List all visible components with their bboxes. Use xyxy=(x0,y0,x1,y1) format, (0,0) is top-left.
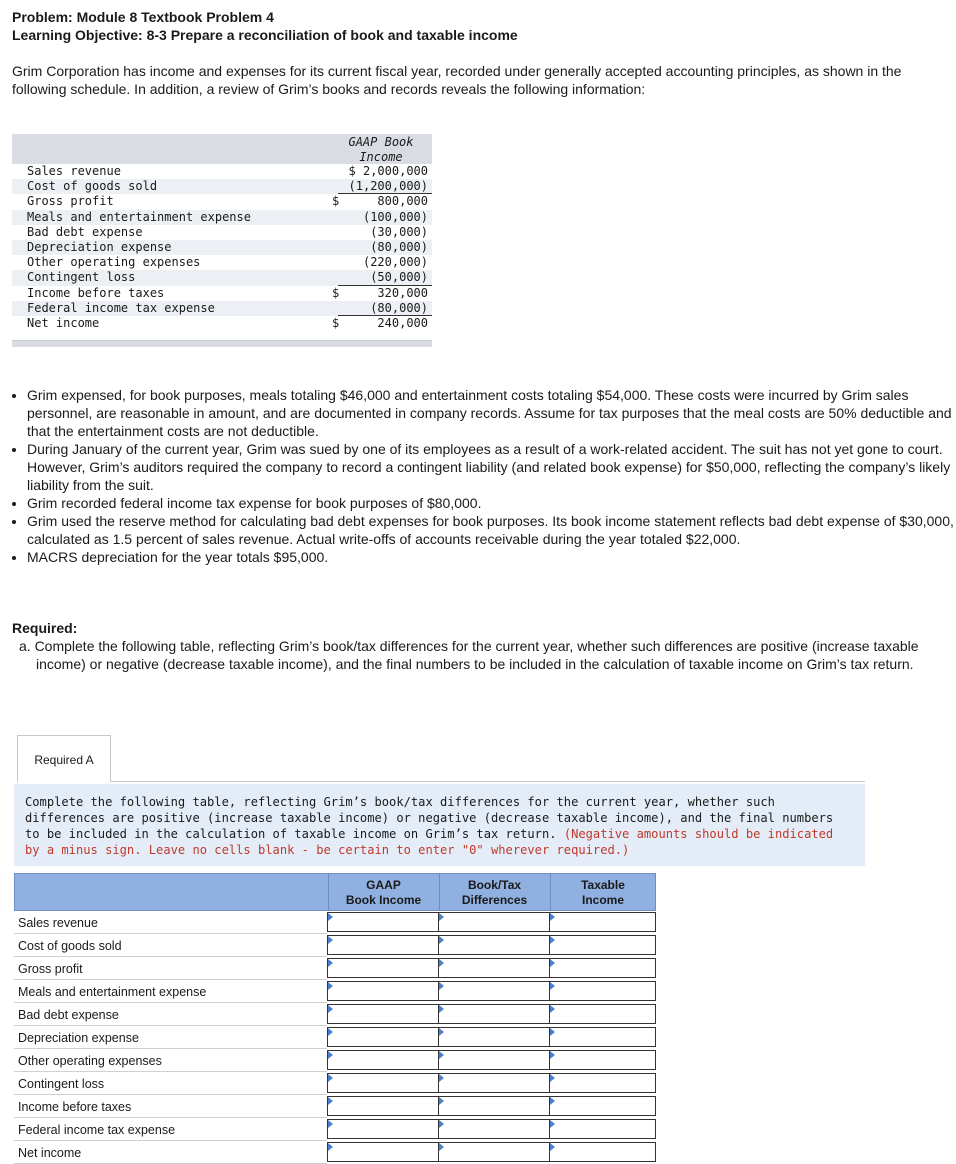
fact-item: • MACRS depreciation for the year totals $95,000. xyxy=(27,548,956,566)
fact-item: • During January of the current year, Grim was sued by one of its employees as a result of a work-related accident. The suit has not yet gone to court. However, Grim’s auditors required the company to record a contingent liability (and related book expense) for $50,000, reflecting the company’s likely liability from the suit. xyxy=(27,440,956,494)
gaap-input[interactable] xyxy=(327,1073,439,1093)
difference-input[interactable] xyxy=(438,912,550,932)
gaap-input[interactable] xyxy=(327,935,439,955)
schedule-row-dollar: $ xyxy=(332,194,340,209)
cell-marker-icon xyxy=(439,1097,444,1105)
difference-input[interactable] xyxy=(438,1027,550,1047)
instruction-box xyxy=(14,784,865,866)
fact-item: • Grim recorded federal income tax expense for book purposes of $80,000. xyxy=(27,494,956,512)
cell-marker-icon xyxy=(550,1097,555,1105)
taxable-input[interactable] xyxy=(549,958,656,978)
schedule-row-value: (220,000) xyxy=(362,255,428,270)
answer-row-label: Contingent loss xyxy=(18,1077,105,1091)
answer-row-label: Sales revenue xyxy=(18,916,98,930)
cell-marker-icon xyxy=(439,936,444,944)
difference-input[interactable] xyxy=(438,1142,550,1162)
problem-header xyxy=(12,8,518,44)
taxable-input[interactable] xyxy=(549,912,656,932)
cell-marker-icon xyxy=(328,1074,333,1082)
cell-marker-icon xyxy=(550,1051,555,1059)
schedule-rows xyxy=(12,164,432,331)
answer-row-label: Other operating expenses xyxy=(18,1054,162,1068)
answer-table xyxy=(14,873,656,1164)
schedule-row-label: Depreciation expense xyxy=(27,239,172,254)
col-header-differences: Book/Tax Differences xyxy=(461,878,528,907)
instruction-note: (Negative amounts should be indicated by a minus sign. Leave no cells blank - be certain to enter "0" wherever required.) xyxy=(25,827,834,857)
answer-row xyxy=(14,957,656,980)
gaap-input[interactable] xyxy=(327,1142,439,1162)
gaap-input[interactable] xyxy=(327,1027,439,1047)
schedule-row-value: (1,200,000) xyxy=(348,179,428,194)
cell-marker-icon xyxy=(439,1143,444,1151)
schedule-row-label: Income before taxes xyxy=(27,285,165,300)
cell-marker-icon xyxy=(439,982,444,990)
gaap-input[interactable] xyxy=(327,1096,439,1116)
answer-row-label: Federal income tax expense xyxy=(18,1123,176,1137)
schedule-row xyxy=(12,255,432,270)
cell-marker-icon xyxy=(550,936,555,944)
col-header-taxable: Taxable Income xyxy=(581,878,625,907)
answer-row xyxy=(14,934,656,957)
col-header-gaap: GAAP Book Income xyxy=(345,878,422,907)
schedule-row xyxy=(12,270,432,285)
schedule-row-dollar: $ xyxy=(332,315,340,330)
gaap-input[interactable] xyxy=(327,981,439,1001)
cell-marker-icon xyxy=(328,1097,333,1105)
cell-marker-icon xyxy=(328,1028,333,1036)
answer-row xyxy=(14,1049,656,1072)
gaap-schedule xyxy=(12,134,432,346)
schedule-row-value: 240,000 xyxy=(377,315,428,330)
schedule-row xyxy=(12,316,432,331)
answer-table-body xyxy=(14,911,656,1164)
schedule-row-value: (50,000) xyxy=(370,270,428,285)
gaap-input[interactable] xyxy=(327,1119,439,1139)
schedule-row-label: Other operating expenses xyxy=(27,255,201,270)
schedule-row xyxy=(12,194,432,209)
answer-row xyxy=(14,1003,656,1026)
fact-item: • Grim used the reserve method for calculating bad debt expenses for book purposes. Its book income statement reflects bad debt expense of $30,000, calculated as 1.5 percent of sales revenue. Actual write-offs of accounts receivable during the year totaled $22,000. xyxy=(27,512,956,548)
answer-table-header xyxy=(14,873,656,911)
schedule-row xyxy=(12,301,432,316)
difference-input[interactable] xyxy=(438,958,550,978)
schedule-row xyxy=(12,210,432,225)
problem-title: Problem: Module 8 Textbook Problem 4 xyxy=(12,9,274,25)
schedule-row-label: Bad debt expense xyxy=(27,224,143,239)
cell-marker-icon xyxy=(328,1005,333,1013)
cell-marker-icon xyxy=(439,1028,444,1036)
taxable-input[interactable] xyxy=(549,1004,656,1024)
answer-row-label: Cost of goods sold xyxy=(18,939,122,953)
cell-marker-icon xyxy=(328,982,333,990)
difference-input[interactable] xyxy=(438,935,550,955)
cell-marker-icon xyxy=(328,936,333,944)
schedule-row-label: Meals and entertainment expense xyxy=(27,209,251,224)
schedule-row-dollar: $ xyxy=(332,285,340,300)
cell-marker-icon xyxy=(550,913,555,921)
answer-row xyxy=(14,911,656,934)
answer-row-label: Bad debt expense xyxy=(18,1008,119,1022)
schedule-row xyxy=(12,225,432,240)
taxable-input[interactable] xyxy=(549,935,656,955)
taxable-input[interactable] xyxy=(549,1073,656,1093)
facts-list xyxy=(12,386,956,566)
tab-divider xyxy=(17,781,865,782)
schedule-row-value: (80,000) xyxy=(370,300,428,315)
answer-row-label: Gross profit xyxy=(18,962,83,976)
schedule-row xyxy=(12,286,432,301)
gaap-input[interactable] xyxy=(327,912,439,932)
answer-row-label: Depreciation expense xyxy=(18,1031,139,1045)
cell-marker-icon xyxy=(550,1028,555,1036)
intro-paragraph: Grim Corporation has income and expenses for its current fiscal year, recorded under generally accepted accounting principles, as shown in the following schedule. In addition, a review of Grim’s books and records reveals the following information: xyxy=(12,63,902,97)
learning-objective: Learning Objective: 8-3 Prepare a reconciliation of book and taxable income xyxy=(12,27,518,43)
schedule-row-value: (80,000) xyxy=(370,239,428,254)
cell-marker-icon xyxy=(550,982,555,990)
schedule-row xyxy=(12,164,432,179)
cell-marker-icon xyxy=(550,1143,555,1151)
schedule-row-label: Contingent loss xyxy=(27,270,136,285)
cell-marker-icon xyxy=(439,1051,444,1059)
gaap-input[interactable] xyxy=(327,958,439,978)
cell-marker-icon xyxy=(439,1120,444,1128)
difference-input[interactable] xyxy=(438,1119,550,1139)
schedule-row-value: 320,000 xyxy=(377,285,428,300)
cell-marker-icon xyxy=(328,1143,333,1151)
cell-marker-icon xyxy=(439,913,444,921)
answer-row-label: Income before taxes xyxy=(18,1100,132,1114)
difference-input[interactable] xyxy=(438,1004,550,1024)
difference-input[interactable] xyxy=(438,1073,550,1093)
cell-marker-icon xyxy=(550,1120,555,1128)
schedule-row-value: (100,000) xyxy=(362,209,428,224)
cell-marker-icon xyxy=(550,1074,555,1082)
schedule-row-value: 800,000 xyxy=(377,194,428,209)
answer-row xyxy=(14,1141,656,1164)
cell-marker-icon xyxy=(439,1074,444,1082)
taxable-input[interactable] xyxy=(549,1142,656,1162)
answer-row-label: Meals and entertainment expense xyxy=(18,985,207,999)
cell-marker-icon xyxy=(439,1005,444,1013)
required-section xyxy=(12,619,947,673)
schedule-row-label: Federal income tax expense xyxy=(27,300,215,315)
schedule-row-label: Gross profit xyxy=(27,194,114,209)
schedule-row-value: (30,000) xyxy=(370,224,428,239)
required-item-a: a. Complete the following table, reflecting Grim’s book/tax differences for the current year, whether such differences are positive (increase taxable income) or negative (decrease taxable income), and the final numbers to be included in the calculation of taxable income on Grim’s tax return. xyxy=(19,638,919,672)
instruction-text: Complete the following table, reflecting Grim’s book/tax differences for the current year, whether such differences are positive (increase taxable income) or negative (decrease taxable income), and the final numbers to be included in the calculation of taxable income on Grim’s tax return. xyxy=(25,795,834,841)
fact-item: • Grim expensed, for book purposes, meals totaling $46,000 and entertainment costs totaling $54,000. These costs were incurred by Grim sales personnel, are reasonable in amount, and are documented in company records. Assume for tax purposes that the meal costs are 50% deductible and that the entertainment costs are not deductible. xyxy=(27,386,956,440)
schedule-row xyxy=(12,179,432,194)
taxable-input[interactable] xyxy=(549,1027,656,1047)
difference-input[interactable] xyxy=(438,1050,550,1070)
cell-marker-icon xyxy=(328,1120,333,1128)
cell-marker-icon xyxy=(328,1051,333,1059)
schedule-column-header: GAAP Book Income xyxy=(348,135,414,164)
schedule-row-label: Sales revenue xyxy=(27,164,121,178)
cell-marker-icon xyxy=(328,959,333,967)
cell-marker-icon xyxy=(550,959,555,967)
schedule-row-label: Cost of goods sold xyxy=(27,179,158,194)
tab-required-a[interactable]: Required A xyxy=(17,735,111,782)
answer-row xyxy=(14,1095,656,1118)
gaap-input[interactable] xyxy=(327,1050,439,1070)
cell-marker-icon xyxy=(550,1005,555,1013)
taxable-input[interactable] xyxy=(549,1119,656,1139)
cell-marker-icon xyxy=(328,913,333,921)
difference-input[interactable] xyxy=(438,981,550,1001)
required-title: Required: xyxy=(12,620,78,636)
schedule-row xyxy=(12,240,432,255)
taxable-input[interactable] xyxy=(549,1050,656,1070)
difference-input[interactable] xyxy=(438,1096,550,1116)
gaap-input[interactable] xyxy=(327,1004,439,1024)
schedule-bottom-band xyxy=(12,340,432,347)
schedule-row-value: $ 2,000,000 xyxy=(348,164,428,178)
answer-row xyxy=(14,980,656,1003)
taxable-input[interactable] xyxy=(549,981,656,1001)
answer-row xyxy=(14,1026,656,1049)
answer-row-label: Net income xyxy=(18,1146,82,1160)
cell-marker-icon xyxy=(439,959,444,967)
schedule-row-label: Net income xyxy=(27,315,100,330)
taxable-input[interactable] xyxy=(549,1096,656,1116)
answer-row xyxy=(14,1118,656,1141)
answer-row xyxy=(14,1072,656,1095)
